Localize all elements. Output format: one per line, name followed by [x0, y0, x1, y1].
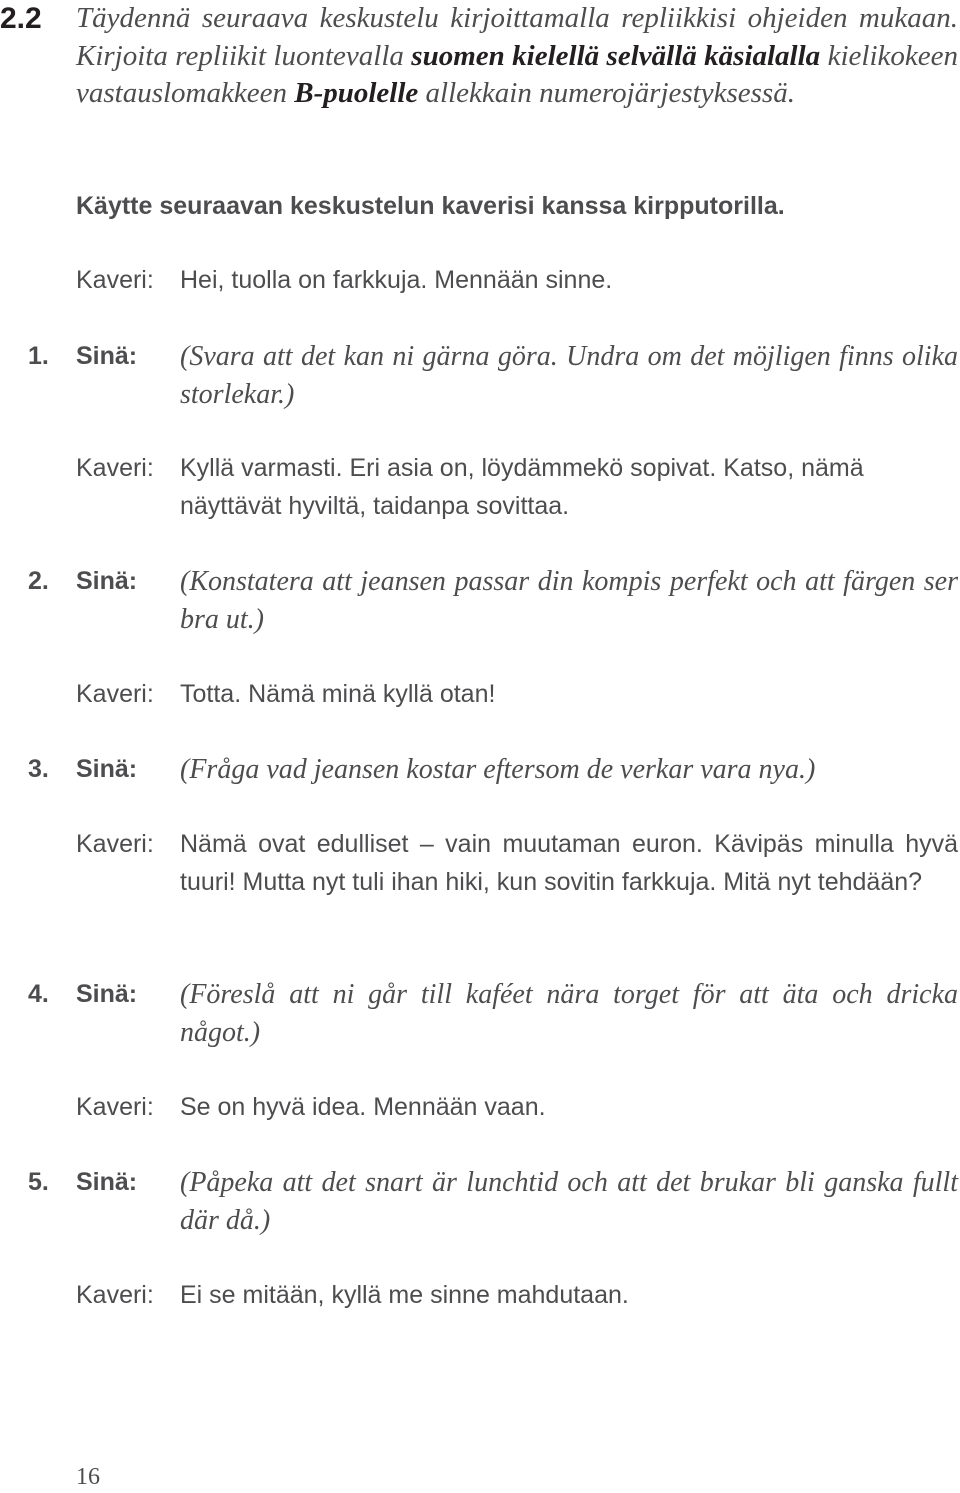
friend-utterance: Se on hyvä idea. Mennään vaan.: [180, 1093, 546, 1121]
speaker-label: Sinä:: [76, 755, 138, 783]
friend-utterance: Kyllä varmasti. Eri asia on, löydämmekö sopivat. Katso, nämä näyttävät hyviltä, taidanpa sovittaa.: [180, 454, 864, 520]
instructions-text-1: Täydennä seuraava keskustelu kirjoittamalla repliikkisi ohjeiden mukaan. Kirjoita repliikit luontevalla: [76, 2, 958, 72]
exercise-instructions: [76, 0, 958, 113]
friend-utterance: Nämä ovat edulliset – vain muutaman euron. Kävipäs minulla hyvä tuuri! Mutta nyt tuli ihan hiki, kun sovitin farkkuja. Mitä nyt tehdään?: [180, 830, 958, 896]
task-instruction: (Konstatera att jeansen passar din kompis perfekt och att färgen ser bra ut.): [180, 566, 958, 635]
exercise-number: 2.2: [0, 2, 42, 35]
task-number: 4.: [28, 980, 49, 1008]
page-number: 16: [76, 1464, 100, 1490]
speaker-label: Kaveri:: [76, 680, 154, 708]
task-number: 2.: [28, 567, 49, 595]
task-number: 5.: [28, 1168, 49, 1196]
speaker-label: Sinä:: [76, 567, 138, 595]
speaker-label: Kaveri:: [76, 1093, 154, 1121]
task-instruction: (Fråga vad jeansen kostar eftersom de verkar vara nya.): [180, 754, 816, 785]
speaker-label: Sinä:: [76, 1168, 138, 1196]
speaker-label: Kaveri:: [76, 830, 154, 858]
friend-utterance: Ei se mitään, kyllä me sinne mahdutaan.: [180, 1281, 629, 1309]
task-number: 1.: [28, 342, 49, 370]
speaker-label: Kaveri:: [76, 454, 154, 482]
friend-utterance: Totta. Nämä minä kyllä otan!: [180, 680, 496, 708]
speaker-label: Sinä:: [76, 980, 138, 1008]
speaker-label: Kaveri:: [76, 266, 154, 294]
task-instruction: (Påpeka att det snart är lunchtid och att det brukar bli ganska fullt där då.): [180, 1167, 958, 1236]
instructions-text-3: allekkain numerojärjestyksessä.: [418, 77, 795, 109]
friend-utterance: Hei, tuolla on farkkuja. Mennään sinne.: [180, 266, 613, 294]
task-number: 3.: [28, 755, 49, 783]
instructions-emphasis-language: suomen kielellä selvällä käsialalla: [411, 39, 821, 72]
task-instruction: (Föreslå att ni går till kaféet nära torget för att äta och dricka något.): [180, 979, 958, 1048]
instructions-text-2: kielikokeen vastauslomakkeen: [76, 39, 958, 109]
speaker-label: Kaveri:: [76, 1281, 154, 1309]
speaker-label: Sinä:: [76, 342, 138, 370]
scenario-heading: Käytte seuraavan keskustelun kaverisi kanssa kirpputorilla.: [76, 192, 785, 220]
instructions-emphasis-side: B-puolelle: [294, 77, 419, 109]
task-instruction: (Svara att det kan ni gärna göra. Undra om det möjligen finns olika storlekar.): [180, 341, 958, 410]
